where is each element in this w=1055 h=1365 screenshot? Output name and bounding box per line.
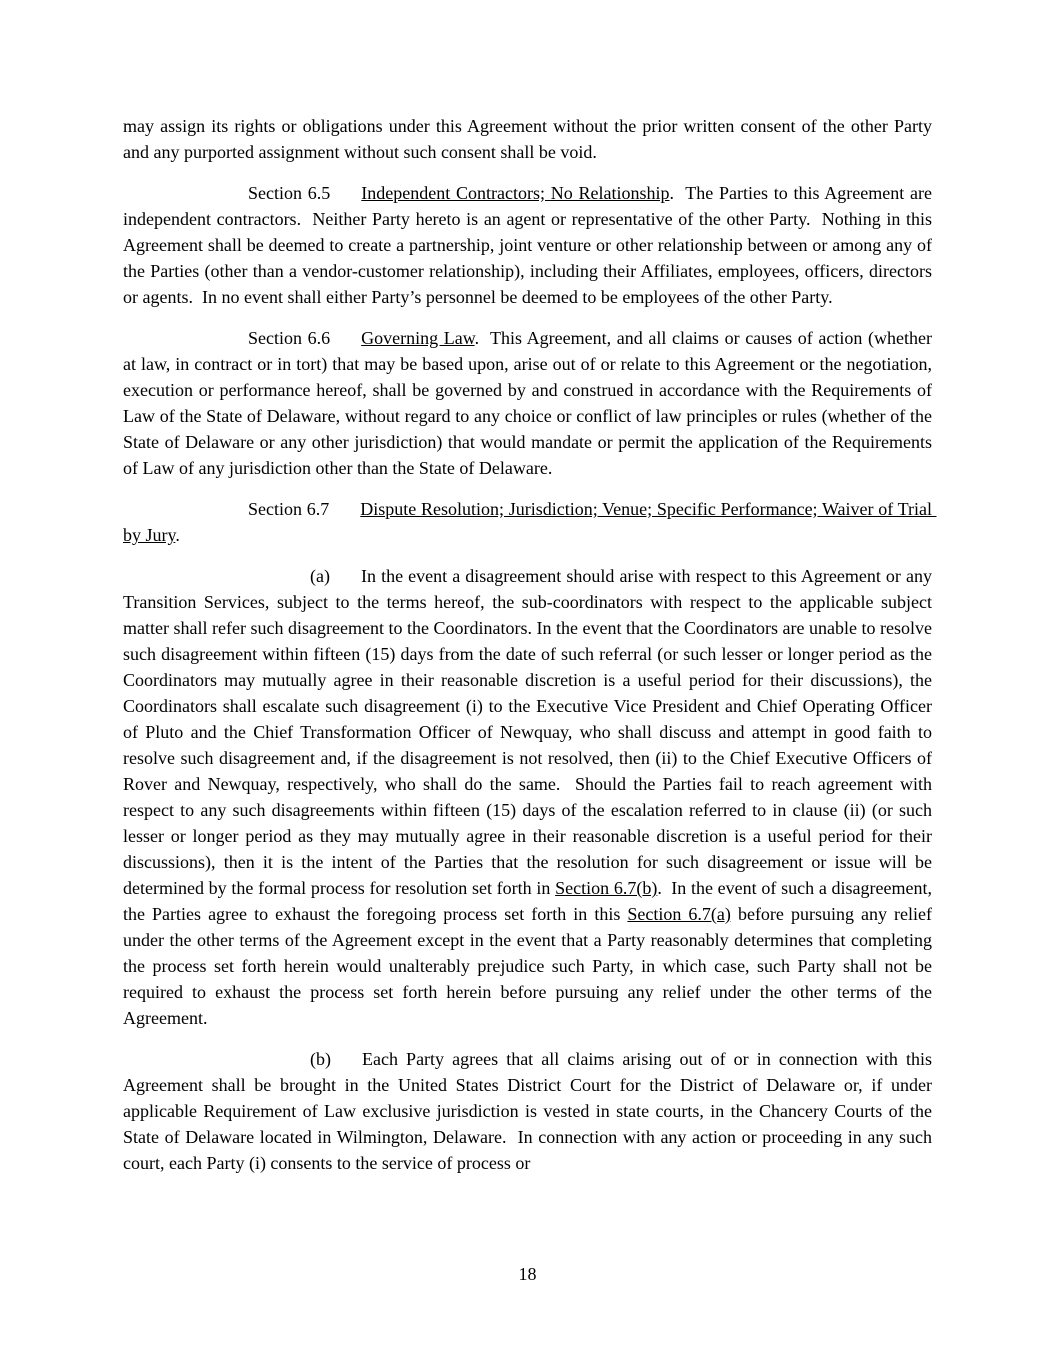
text-run: . This Agreement, and all claims or causes of action (whether at law, in contract or in tort) that may be based upon, arise out of or relate to this Agreement or the negotiation, execution or performance hereof, shall be governed by and construed in accordance with the Requirements of Law of the State of Delaware, without regard to any choice or conflict of law principles or rules (whether of the State of Delaware or any other jurisdiction) that would mandate or permit the application of the Requirements of Law of any jurisdiction other than the State of Delaware.	[123, 328, 937, 478]
paragraph	[123, 563, 937, 1031]
text-run: . The Parties to this Agreement are independent contractors. Neither Party hereto is an agent or representative of the other Party. Nothing in this Agreement shall be deemed to create a partnership, joint venture or other relationship between or among any of the Parties (other than a vendor-customer relationship), including their Affiliates, employees, officers, directors or agents. In no event shall either Party’s personnel be deemed to be employees of the other Party.	[123, 183, 937, 307]
text-run: . In the event of such a disagreement, the Parties agree to exhaust the foregoing process set forth in this	[123, 878, 937, 924]
paragraph	[123, 1046, 937, 1176]
paragraph	[123, 496, 937, 548]
text-run: Each Party agrees that all claims arising out of or in connection with this Agreement shall be brought in the United States District Court for the District of Delaware or, if under applicable Requirement of Law exclusive jurisdiction is vested in state courts, in the Chancery Courts of the State of Delaware located in Wilmington, Delaware. In connection with any action or proceeding in any such court, each Party (i) consents to the service of process or	[123, 1049, 937, 1173]
text-run: may assign its rights or obligations under this Agreement without the prior written consent of the other Party and any purported assignment without such consent shall be void.	[123, 116, 937, 162]
paragraph	[123, 113, 937, 165]
underlined-text-run: Section 6.7(a)	[627, 904, 731, 924]
underlined-text-run: Section 6.7(b)	[555, 878, 658, 898]
text-run: (b)	[310, 1049, 331, 1069]
text-run: (a)	[310, 566, 330, 586]
text-run: Section 6.5	[248, 183, 331, 203]
text-run: Section 6.6	[248, 328, 331, 348]
text-run: In the event a disagreement should arise with respect to this Agreement or any Transition Services, subject to the terms hereof, the sub-coordinators with respect to the applicable subject matter shall refer such disagreement to the Coordinators. In the event that the Coordinators are unable to resolve such disagreement within fifteen (15) days from the date of such referral (or such lesser or longer period as the Coordinators may mutually agree in their reasonable discretion is a useful period for their discussions), the Coordinators shall escalate such disagreement (i) to the Executive Vice President and Chief Operating Officer of Pluto and the Chief Transformation Officer of Newquay, who shall discuss and attempt in good faith to resolve such disagreement and, if the disagreement is not resolved, then (ii) to the Chief Executive Officers of Rover and Newquay, respectively, who shall do the same. Should the Parties fail to reach agreement with respect to any such disagreements within fifteen (15) days of the escalation referred to in clause (ii) (or such lesser or longer period as they may mutually agree in their reasonable discretion is a useful period for their discussions), then it is the intent of the Parties that the resolution for such disagreement or issue will be determined by the formal process for resolution set forth in	[123, 566, 937, 898]
text-run: before pursuing any relief under the other terms of the Agreement except in the event that a Party reasonably determines that completing the process set forth herein would unalterably prejudice such Party, in which case, such Party shall not be required to exhaust the process set forth herein before pursuing any relief under the other terms of the Agreement.	[123, 904, 937, 1028]
document-body	[123, 113, 937, 1176]
underlined-text-run: Dispute Resolution; Jurisdiction; Venue; Specific Performance; Waiver of Trial by Jury	[123, 499, 937, 545]
underlined-text-run: Independent Contractors; No Relationship	[361, 183, 670, 203]
text-run: .	[175, 525, 180, 545]
underlined-text-run: Governing Law	[361, 328, 475, 348]
paragraph	[123, 325, 937, 481]
page-number: 18	[518, 1264, 537, 1284]
text-run: Section 6.7	[248, 499, 330, 519]
paragraph	[123, 180, 937, 310]
